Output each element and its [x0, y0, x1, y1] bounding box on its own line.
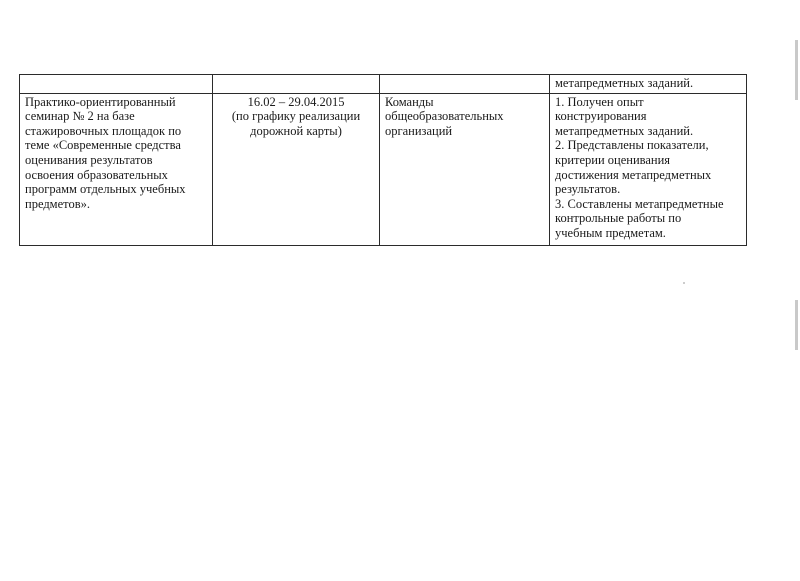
continuation-cell-1	[20, 75, 213, 94]
participants-line: общеобразовательных	[385, 109, 504, 124]
continuation-cell-2	[213, 75, 380, 94]
event-line: Практико-ориентированный	[25, 94, 176, 109]
date-line: (по графику реализации	[231, 109, 361, 124]
event-line: программ отдельных учебных	[25, 182, 186, 197]
participants-cell	[380, 93, 550, 245]
results-line: контрольные работы по	[555, 211, 682, 226]
results-line: 3. Составлены метапредметные	[555, 196, 724, 211]
date-line: 16.02 – 29.04.2015	[247, 94, 345, 109]
results-line: 1. Получен опыт	[555, 94, 644, 109]
date-line: дорожной карты)	[250, 123, 342, 138]
continuation-text: метапредметных заданий.	[555, 76, 694, 90]
event-line: оценивания результатов	[25, 152, 153, 167]
results-cell	[550, 93, 747, 245]
results-line: критерии оценивания	[555, 152, 671, 167]
event-line: стажировочных площадок по	[25, 123, 182, 138]
results-line: достижения метапредметных	[555, 167, 712, 182]
scan-edge-mark	[795, 300, 798, 350]
continuation-cell-3	[380, 75, 550, 94]
scan-speck	[683, 282, 685, 284]
table-row	[20, 93, 747, 245]
participants-line: Команды	[385, 94, 434, 109]
event-line: теме «Современные средства	[25, 138, 181, 153]
results-line: результатов.	[555, 182, 621, 197]
activity-table	[19, 74, 747, 246]
event-line: освоения образовательных	[25, 167, 168, 182]
continuation-cell-results	[550, 75, 747, 94]
event-line: семинар № 2 на базе	[25, 109, 135, 124]
scan-edge-mark	[795, 40, 798, 100]
table-row-continuation	[20, 75, 747, 94]
event-line: предметов».	[25, 196, 90, 211]
date-cell	[213, 93, 380, 245]
results-line: учебным предметам.	[555, 225, 666, 240]
participants-line: организаций	[385, 123, 453, 138]
results-line: 2. Представлены показатели,	[555, 138, 709, 153]
results-line: метапредметных заданий.	[555, 123, 694, 138]
results-line: конструирования	[555, 109, 647, 124]
event-cell	[20, 93, 213, 245]
